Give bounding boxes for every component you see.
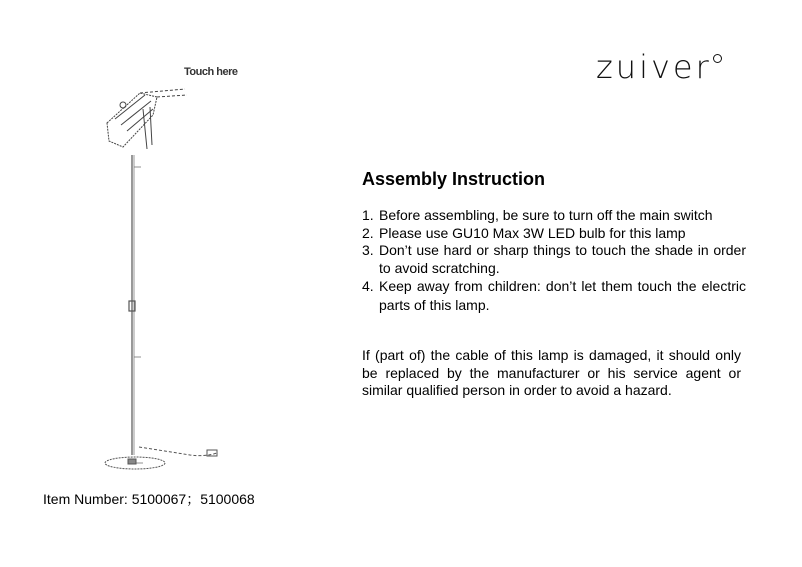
instruction-step: 1. Before assembling, be sure to turn off the main switch <box>362 207 713 223</box>
foot-switch-icon <box>139 447 217 456</box>
cable-safety-notice: If (part of) the cable of this lamp is damaged, it should only be replaced by the manufacturer or his service agent or similar qualified person in order to avoid a hazard. <box>362 347 741 398</box>
floor-lamp-diagram <box>95 75 235 475</box>
instruction-steps <box>362 207 746 314</box>
touch-here-label: Touch here <box>184 66 238 78</box>
instruction-step: 2. Please use GU10 Max 3W LED bulb for this lamp <box>362 224 686 241</box>
joint-labels <box>134 167 143 463</box>
lamp-pole <box>129 155 135 455</box>
brand-degree-mark <box>713 54 722 63</box>
brand-name: zuiver <box>596 48 712 86</box>
instruction-title: Assembly Instruction <box>362 169 546 189</box>
lamp-base <box>105 457 165 469</box>
instruction-step: 3. Don’t use hard or sharp things to touch the shade in order to avoid scratching. <box>362 242 746 276</box>
item-number: Item Number: 5100067；5100068 <box>43 491 255 507</box>
brand-logo <box>596 48 712 86</box>
shade-icon <box>107 89 187 149</box>
instruction-step: 4. Keep away from children: don’t let them touch the electric parts of this lamp. <box>362 278 746 313</box>
